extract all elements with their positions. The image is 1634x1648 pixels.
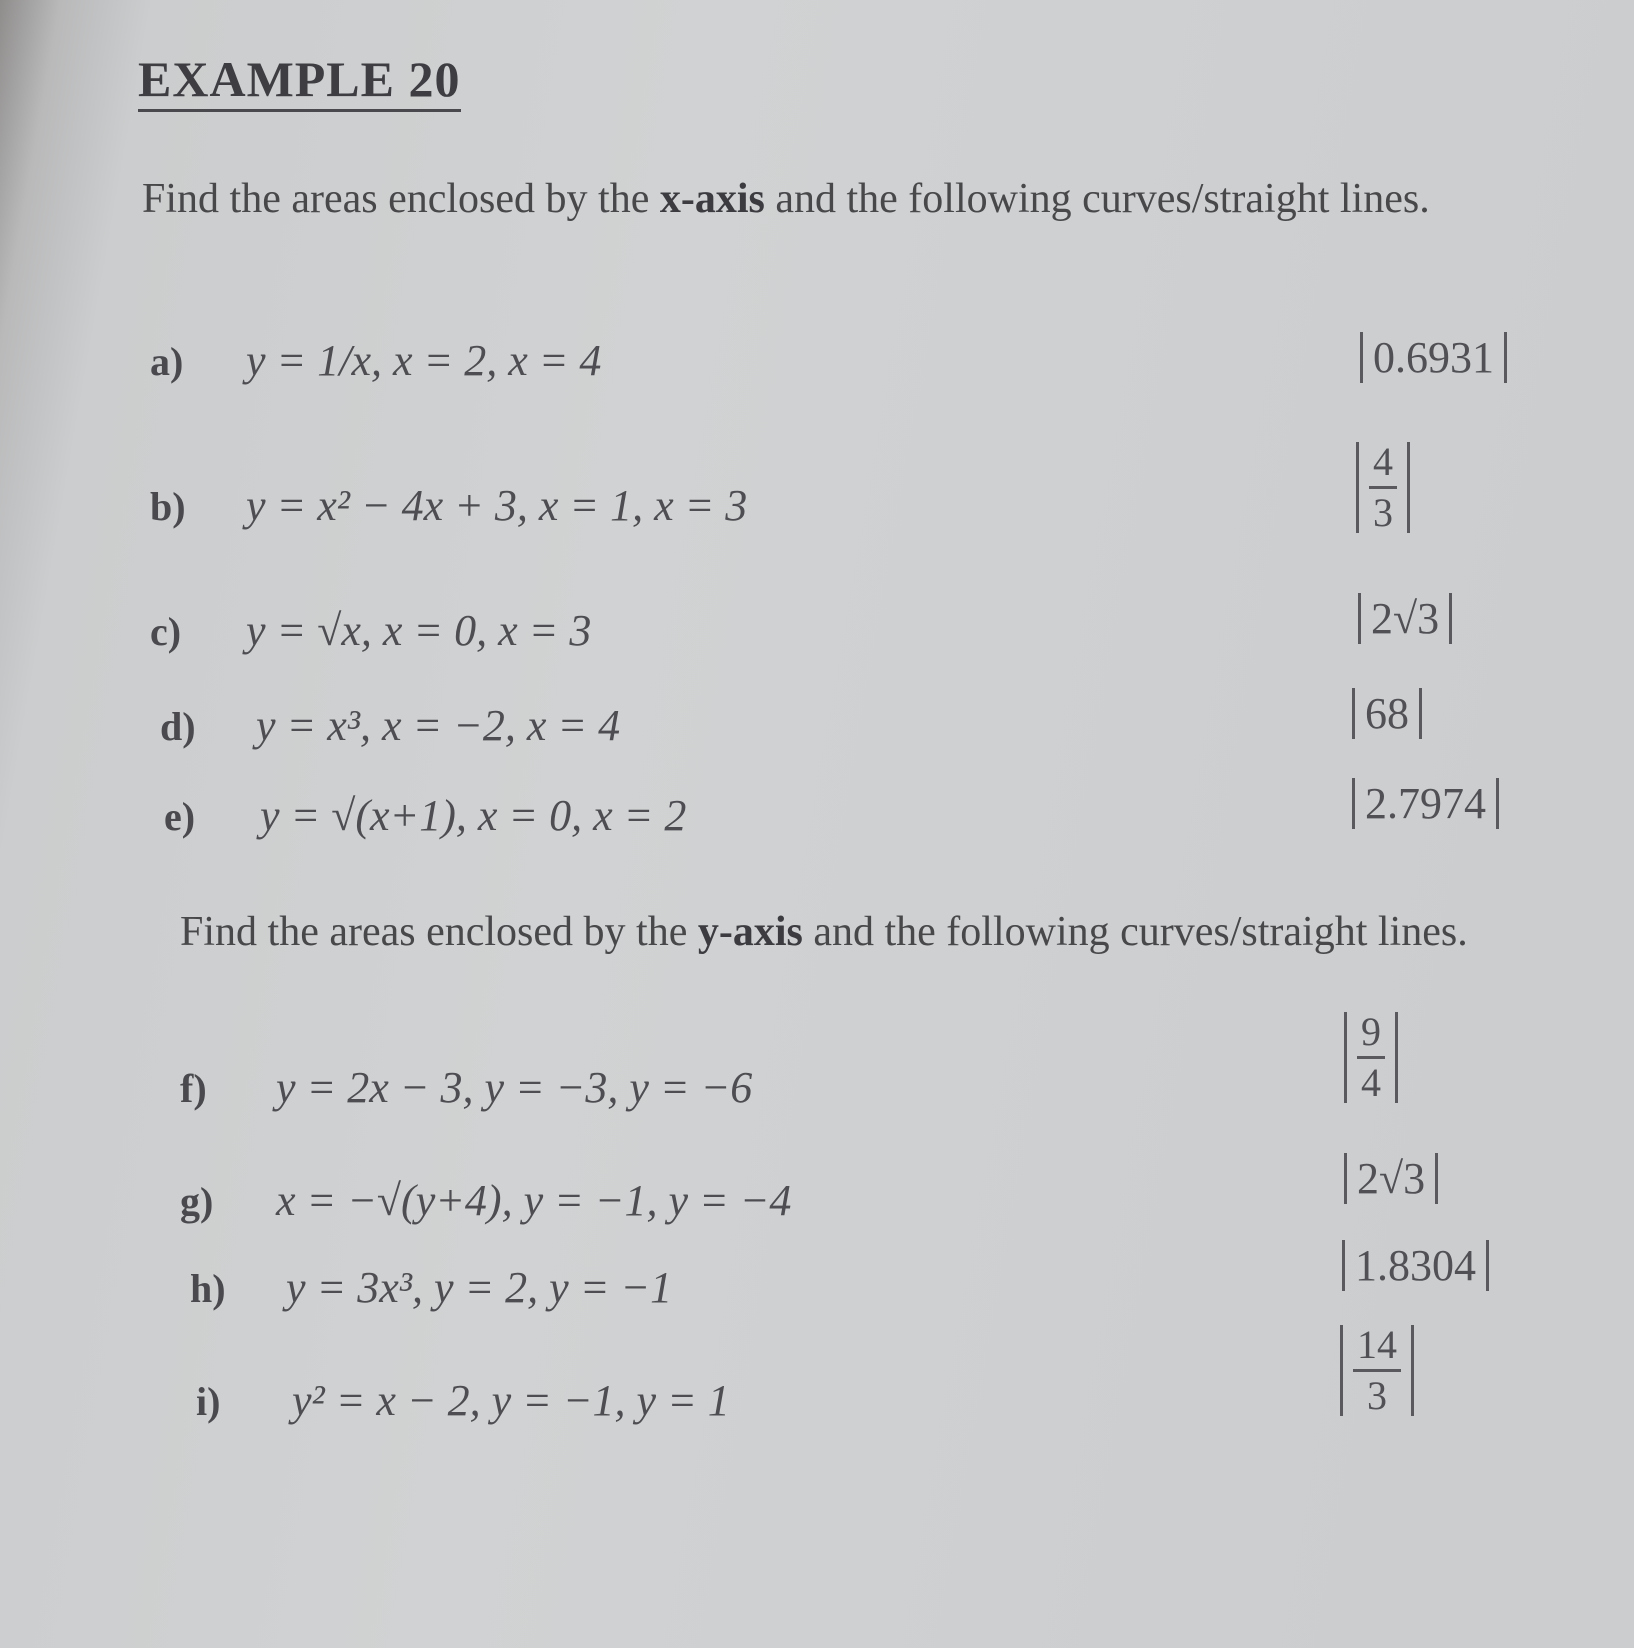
answer-b <box>1356 435 1410 533</box>
instruction-text: Find the areas enclosed by the <box>142 176 660 222</box>
answer-d <box>1352 688 1422 739</box>
answer-fraction <box>1357 1009 1385 1105</box>
problem-label: b) <box>150 484 186 529</box>
problem-expression: y² = x − 2, y = −1, y = 1 <box>292 1376 730 1425</box>
answer-value: 2√3 <box>1371 594 1440 643</box>
answer-bracket <box>1352 778 1499 829</box>
answer-value: 68 <box>1365 689 1409 738</box>
problem-expression: y = √(x+1), x = 0, x = 2 <box>260 791 687 840</box>
answer-value: 0.6931 <box>1373 333 1494 382</box>
problem-expression: y = 2x − 3, y = −3, y = −6 <box>276 1063 753 1112</box>
fraction-denominator: 3 <box>1367 1373 1387 1418</box>
answer-f <box>1344 1005 1398 1103</box>
fraction-denominator: 4 <box>1361 1060 1381 1105</box>
problem-expression: y = √x, x = 0, x = 3 <box>246 606 592 655</box>
instruction-x-axis <box>142 175 1430 223</box>
example-title: EXAMPLE 20 <box>138 52 461 112</box>
problem-f <box>180 1062 752 1113</box>
problem-expression: y = 3x³, y = 2, y = −1 <box>286 1263 673 1312</box>
instruction-keyword: x-axis <box>659 176 765 222</box>
answer-c <box>1358 593 1452 644</box>
fraction-numerator: 4 <box>1369 442 1397 489</box>
problem-label: a) <box>150 339 184 384</box>
fraction-numerator: 9 <box>1357 1012 1385 1059</box>
fraction-numerator: 14 <box>1353 1325 1401 1372</box>
answer-value: 2√3 <box>1357 1154 1426 1203</box>
problem-h <box>190 1262 672 1313</box>
answer-bracket <box>1342 1240 1489 1291</box>
answer-bracket <box>1344 1009 1398 1105</box>
instruction-text: and the following curves/straight lines. <box>802 909 1468 955</box>
instruction-y-axis <box>180 908 1468 956</box>
instruction-text: and the following curves/straight lines. <box>764 176 1430 222</box>
problem-expression: y = x³, x = −2, x = 4 <box>256 701 621 750</box>
answer-bracket <box>1360 332 1507 383</box>
problem-expression: y = 1/x, x = 2, x = 4 <box>246 336 602 385</box>
problem-label: e) <box>164 794 196 839</box>
answer-a <box>1360 332 1507 383</box>
problem-d <box>160 700 620 751</box>
answer-value: 1.8304 <box>1355 1241 1476 1290</box>
problem-label: c) <box>150 609 182 654</box>
instruction-keyword: y-axis <box>697 909 803 955</box>
answer-bracket <box>1358 593 1452 644</box>
answer-fraction <box>1369 439 1397 535</box>
fraction-denominator: 3 <box>1373 490 1393 535</box>
problem-a <box>150 335 601 386</box>
answer-bracket <box>1340 1322 1414 1418</box>
problem-label: f) <box>180 1066 207 1111</box>
problem-label: i) <box>196 1379 221 1424</box>
problem-e <box>164 790 686 841</box>
answer-bracket <box>1356 439 1410 535</box>
answer-e <box>1352 778 1499 829</box>
answer-bracket <box>1352 688 1422 739</box>
problem-g <box>180 1175 791 1226</box>
answer-fraction <box>1353 1322 1401 1418</box>
instruction-text: Find the areas enclosed by the <box>180 909 698 955</box>
problem-label: d) <box>160 704 196 749</box>
answer-value: 2.7974 <box>1365 779 1486 828</box>
problem-c <box>150 605 591 656</box>
problem-expression: x = −√(y+4), y = −1, y = −4 <box>276 1176 792 1225</box>
answer-h <box>1342 1240 1489 1291</box>
answer-g <box>1344 1153 1438 1204</box>
answer-bracket <box>1344 1153 1438 1204</box>
problem-label: h) <box>190 1266 226 1311</box>
problem-expression: y = x² − 4x + 3, x = 1, x = 3 <box>246 481 748 530</box>
problem-label: g) <box>180 1179 214 1224</box>
answer-i <box>1340 1318 1414 1416</box>
problem-b <box>150 480 747 531</box>
problem-i <box>196 1375 730 1426</box>
